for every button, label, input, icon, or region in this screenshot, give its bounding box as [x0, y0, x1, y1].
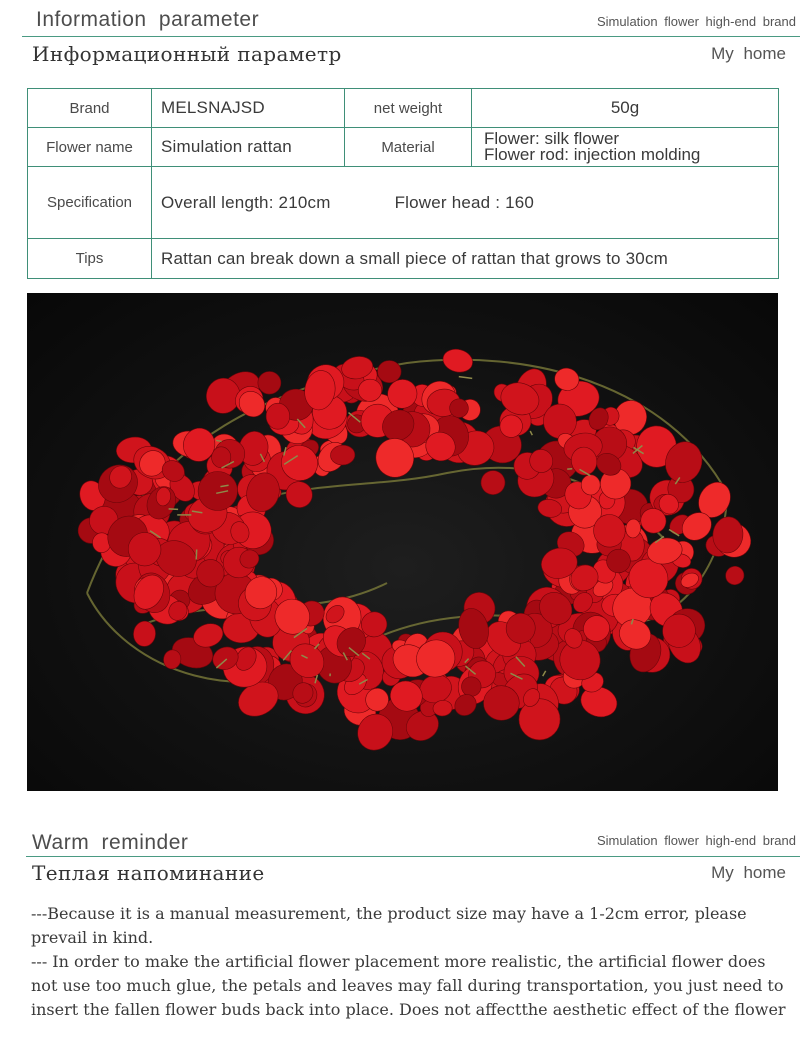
- section-title-en: Warm reminder: [32, 831, 189, 854]
- specification-label: Specification: [28, 167, 152, 239]
- section-title-ru: Информационный параметр: [32, 42, 342, 66]
- flower-petal: [722, 563, 748, 589]
- product-photo: [27, 293, 778, 791]
- info-parameter-header: [0, 6, 800, 70]
- header-divider: [22, 36, 800, 37]
- warm-reminder-header: [0, 825, 800, 889]
- garland-twig: [459, 377, 472, 379]
- flower-petal: [358, 379, 382, 402]
- flower-petal: [377, 361, 401, 383]
- home-label: My home: [711, 44, 786, 63]
- home-label: My home: [711, 863, 786, 882]
- reminder-paragraph: ---Because it is a manual measurement, the product size may have a 1-2cm error, please prevail in kind.: [31, 904, 747, 947]
- flower-name-value: Simulation rattan: [152, 128, 345, 167]
- reminder-paragraph: --- In order to make the artificial flower placement more realistic, the artificial flower does not use too much glue, the petals and leaves may fall during transportation, you just need to insert the fallen flower buds back into place. Does not affectthe aesthetic effect of the flower: [31, 952, 786, 1019]
- spec-table: [27, 88, 779, 279]
- tips-value: Rattan can break down a small piece of rattan that grows to 30cm: [152, 239, 779, 279]
- garland-twig: [169, 509, 179, 510]
- overall-length: Overall length: 210cm: [161, 192, 331, 212]
- table-row: [28, 239, 779, 279]
- section-title-en: Information parameter: [36, 8, 260, 31]
- brand-tagline: Simulation flower high-end brand: [596, 14, 796, 29]
- tips-label: Tips: [28, 239, 152, 279]
- flower-petal: [132, 620, 156, 647]
- reminder-text: [31, 902, 793, 1022]
- net-weight-label: net weight: [345, 89, 472, 128]
- table-row: [28, 89, 779, 128]
- flower-name-label: Flower name: [28, 128, 152, 167]
- flower-petal: [581, 474, 601, 495]
- section-title-ru: Теплая напоминание: [32, 861, 265, 885]
- net-weight-value: 50g: [472, 89, 779, 128]
- flower-petal: [483, 685, 519, 720]
- flower-petal: [266, 403, 290, 429]
- flower-petal: [441, 346, 476, 375]
- garland-twig: [543, 671, 546, 676]
- red-flower-garland-illustration: [27, 293, 778, 791]
- flower-petal: [258, 371, 282, 394]
- flower-petal: [198, 471, 238, 511]
- material-line-flower: Flower: silk flower: [484, 129, 620, 148]
- header-divider: [26, 856, 800, 857]
- specification-value: [152, 167, 779, 239]
- material-line-rod: Flower rod: injection molding: [484, 145, 701, 164]
- brand-tagline: Simulation flower high-end brand: [596, 833, 796, 848]
- garland-twig: [530, 431, 532, 435]
- material-label: Material: [345, 128, 472, 167]
- brand-value: MELSNAJSD: [152, 89, 345, 128]
- flower-petal: [478, 467, 509, 498]
- table-row: [28, 167, 779, 239]
- material-value: [472, 128, 779, 167]
- table-row: [28, 128, 779, 167]
- flower-head-count: Flower head : 160: [394, 192, 535, 212]
- garland-twig: [196, 550, 197, 560]
- garland-twig: [216, 440, 222, 441]
- brand-label: Brand: [28, 89, 152, 128]
